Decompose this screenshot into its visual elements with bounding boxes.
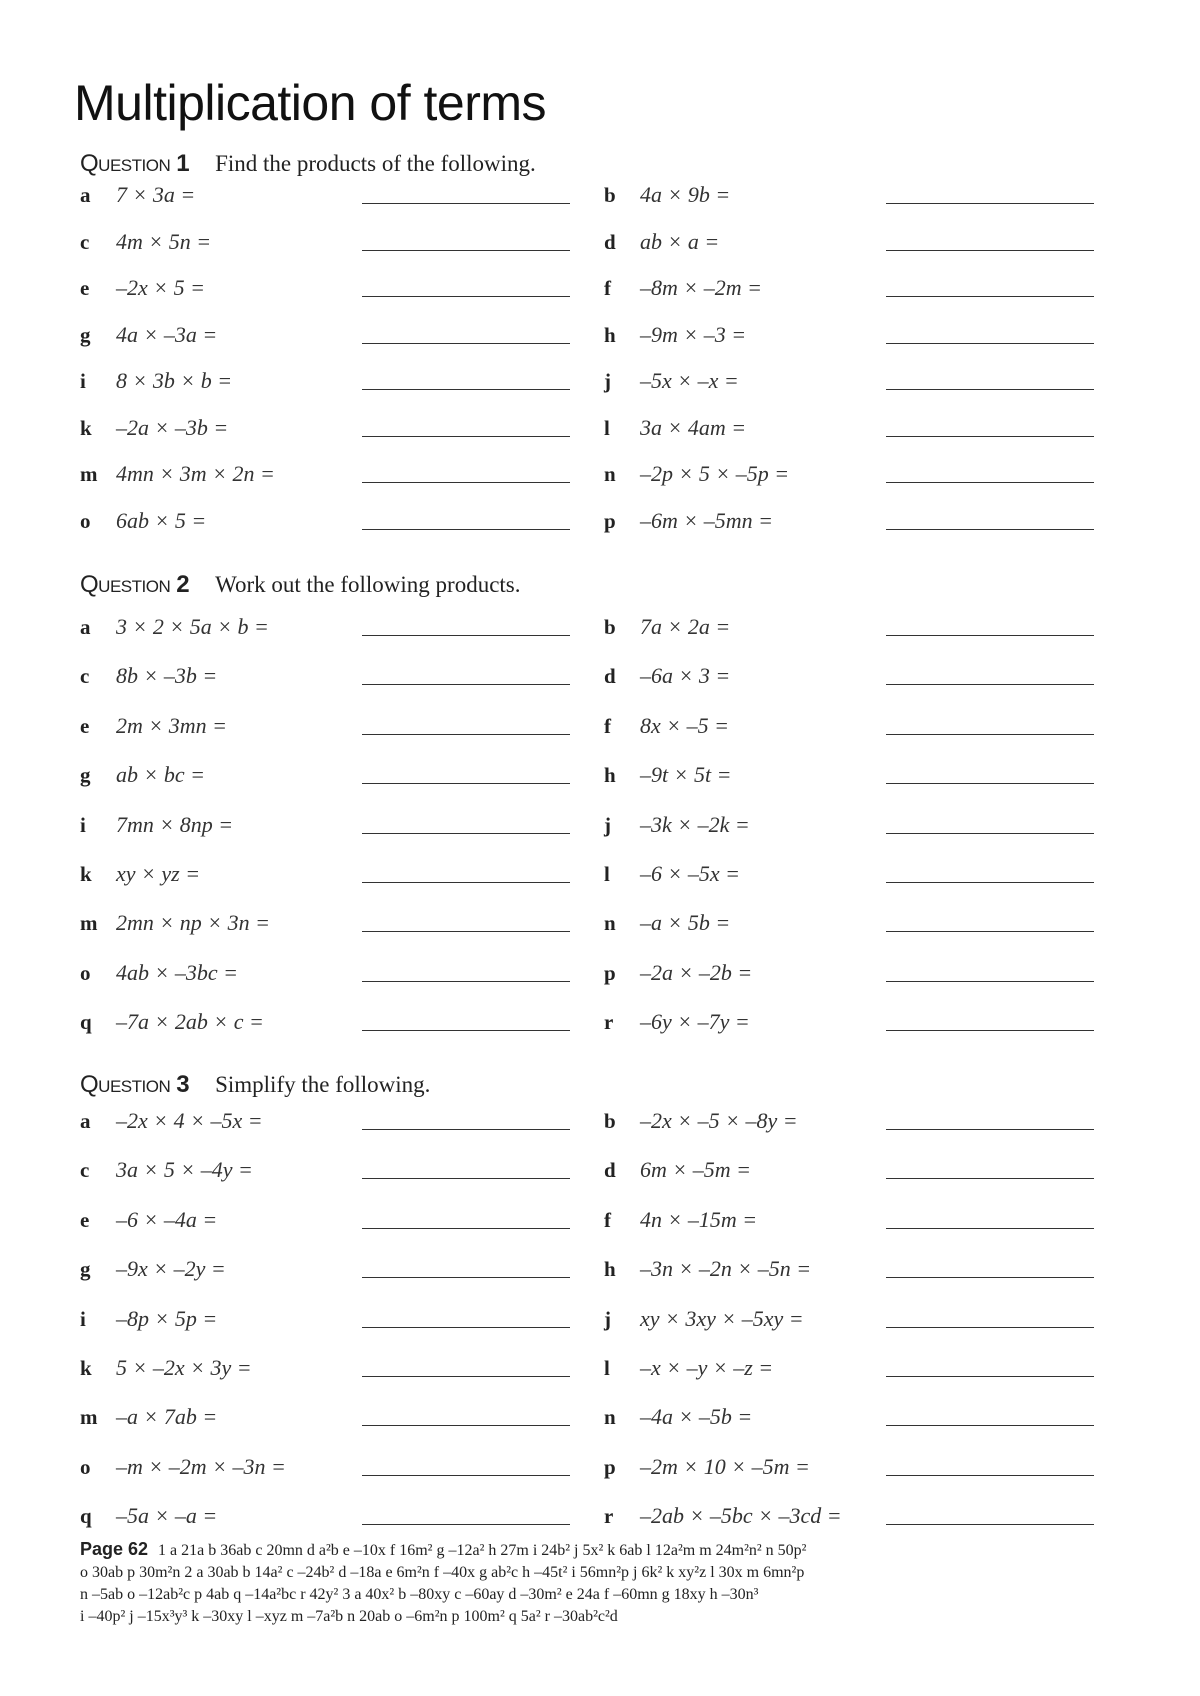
item-letter: k [80, 1356, 92, 1380]
answer-blank-line[interactable] [362, 981, 570, 982]
item-expression: –7a × 2ab × c = [116, 1009, 264, 1035]
item-expression: –2m × 10 × –5m = [640, 1453, 810, 1479]
item-letter: b [604, 183, 616, 207]
item-expression: –x × –y × –z = [640, 1355, 774, 1380]
answer-blank-line[interactable] [886, 1178, 1094, 1179]
answer-blank-line[interactable] [886, 833, 1094, 834]
answer-blank-line[interactable] [362, 203, 570, 204]
answer-blank-line[interactable] [362, 1228, 570, 1229]
question-number: 1 [176, 150, 190, 177]
answer-blank-line[interactable] [886, 1376, 1094, 1377]
question-item [80, 906, 570, 936]
question-1-heading [80, 150, 536, 178]
answer-blank-line[interactable] [362, 635, 570, 636]
question-item [80, 1302, 570, 1332]
item-letter: e [80, 276, 90, 300]
question-item [80, 504, 570, 534]
question-item [80, 758, 570, 788]
item-expression: –2a × –2b = [640, 959, 753, 985]
answer-key [80, 1538, 1130, 1628]
question-item [604, 956, 1094, 986]
item-letter: o [80, 960, 91, 985]
page-title: Multiplication of terms [74, 75, 546, 131]
question-item [604, 411, 1094, 441]
answer-blank-line[interactable] [362, 250, 570, 251]
question-instruction: Simplify the following. [215, 1072, 431, 1097]
item-letter: f [604, 713, 611, 738]
item-letter: d [604, 664, 616, 689]
item-letter: l [604, 862, 610, 886]
item-letter: m [80, 462, 98, 486]
answer-blank-line[interactable] [886, 1030, 1094, 1031]
item-letter: c [80, 1158, 90, 1183]
item-letter: h [604, 322, 616, 347]
question-item [604, 1104, 1094, 1134]
item-expression: ab × a = [640, 228, 720, 254]
item-expression: –2x × 5 = [116, 275, 205, 300]
item-expression: –2x × –5 × –8y = [640, 1108, 798, 1133]
item-letter: h [604, 763, 616, 788]
answer-blank-line[interactable] [886, 1475, 1094, 1476]
question-item [604, 1252, 1094, 1282]
question-item [80, 318, 570, 348]
item-letter: a [80, 615, 91, 639]
question-item [604, 225, 1094, 255]
question-item [604, 1302, 1094, 1332]
item-letter: p [604, 508, 616, 533]
question-item [80, 1005, 570, 1035]
item-expression: –a × 7ab = [116, 1404, 218, 1430]
question-item [604, 1351, 1094, 1381]
question-item [604, 504, 1094, 534]
item-expression: xy × 3xy × –5xy = [640, 1305, 804, 1331]
answer-page-label: Page 62 [80, 1539, 149, 1559]
answer-blank-line[interactable] [886, 389, 1094, 390]
question-number: 3 [176, 1071, 190, 1098]
answer-blank-line[interactable] [362, 931, 570, 932]
item-expression: –6 × –5x = [640, 861, 740, 886]
question-tag [80, 150, 189, 178]
question-item [604, 857, 1094, 887]
answer-blank-line[interactable] [886, 343, 1094, 344]
item-letter: q [80, 1010, 92, 1035]
question-item [604, 906, 1094, 936]
item-expression: 8x × –5 = [640, 712, 729, 738]
question-item [604, 758, 1094, 788]
answer-blank-line[interactable] [362, 1327, 570, 1328]
item-expression: –2x × 4 × –5x = [116, 1108, 263, 1133]
answer-blank-line[interactable] [886, 981, 1094, 982]
question-item [80, 1203, 570, 1233]
question-item [604, 1450, 1094, 1480]
item-expression: –9x × –2y = [116, 1256, 226, 1282]
item-letter: o [80, 508, 91, 533]
item-expression: –6a × 3 = [640, 663, 731, 689]
item-letter: d [604, 229, 616, 254]
item-expression: 4n × –15m = [640, 1206, 758, 1232]
item-letter: p [604, 960, 616, 985]
answer-blank-line[interactable] [886, 250, 1094, 251]
question-item [80, 956, 570, 986]
answer-blank-line[interactable] [362, 684, 570, 685]
item-expression: –m × –2m × –3n = [116, 1453, 286, 1479]
item-expression: –2a × –3b = [116, 414, 229, 440]
item-expression: –9m × –3 = [640, 321, 747, 347]
question-item [80, 808, 570, 838]
answer-blank-line[interactable] [362, 343, 570, 344]
answer-blank-line[interactable] [362, 1129, 570, 1130]
item-letter: i [80, 369, 86, 393]
answer-blank-line[interactable] [362, 1178, 570, 1179]
item-expression: –2ab × –5bc × –3cd = [640, 1503, 842, 1529]
item-expression: –4a × –5b = [640, 1404, 753, 1430]
item-letter: j [604, 812, 611, 837]
question-item [80, 457, 570, 487]
question-item [80, 411, 570, 441]
answer-blank-line[interactable] [362, 1475, 570, 1476]
question-item [604, 457, 1094, 487]
item-expression: –3n × –2n × –5n = [640, 1256, 812, 1282]
answer-blank-line[interactable] [362, 529, 570, 530]
item-letter: n [604, 1405, 616, 1430]
question-tag [80, 1071, 189, 1099]
answer-blank-line[interactable] [886, 482, 1094, 483]
question-tag-text: QUESTION [80, 150, 171, 177]
question-item [80, 271, 570, 301]
item-letter: b [604, 615, 616, 639]
question-item [80, 709, 570, 739]
item-letter: l [604, 415, 610, 440]
answer-blank-line[interactable] [362, 389, 570, 390]
item-expression: –a × 5b = [640, 910, 731, 936]
question-number: 2 [176, 571, 190, 598]
question-tag-text: QUESTION [80, 1071, 171, 1098]
item-letter: e [80, 1207, 90, 1232]
answer-blank-line[interactable] [886, 931, 1094, 932]
item-letter: r [604, 1504, 614, 1529]
item-letter: n [604, 911, 616, 936]
item-letter: e [80, 713, 90, 738]
item-expression: –6 × –4a = [116, 1206, 218, 1232]
item-letter: k [80, 862, 92, 886]
question-item [604, 318, 1094, 348]
item-letter: j [604, 369, 611, 393]
answer-blank-line[interactable] [886, 529, 1094, 530]
question-item [604, 271, 1094, 301]
item-expression: –3k × –2k = [640, 811, 750, 837]
question-instruction: Work out the following products. [215, 572, 521, 597]
item-expression: –6m × –5mn = [640, 507, 773, 533]
question-instruction: Find the products of the following. [215, 151, 536, 176]
item-letter: m [80, 911, 98, 936]
answer-blank-line[interactable] [886, 783, 1094, 784]
answer-blank-line[interactable] [362, 1425, 570, 1426]
item-letter: b [604, 1109, 616, 1133]
item-expression: xy × yz = [116, 861, 201, 886]
item-expression: 4a × –3a = [116, 321, 218, 347]
answer-blank-line[interactable] [886, 1524, 1094, 1525]
question-item [80, 1153, 570, 1183]
item-letter: o [80, 1454, 91, 1479]
question-item [80, 1252, 570, 1282]
item-letter: a [80, 183, 91, 207]
item-letter: m [80, 1405, 98, 1430]
item-expression: 4ab × –3bc = [116, 959, 238, 985]
item-letter: c [80, 229, 90, 254]
item-expression: –6y × –7y = [640, 1009, 750, 1035]
answer-line: o 30ab p 30m²n 2 a 30ab b 14a² c –24b² d –18a e 6m²n f –40x g ab²c h –45t² i 56mn²p j 6k² k xy²z l 30x m 6mn²p [80, 1564, 805, 1581]
question-item [604, 1203, 1094, 1233]
item-expression: –5x × –x = [640, 368, 739, 393]
item-expression: –8m × –2m = [640, 275, 762, 300]
answer-blank-line[interactable] [886, 1425, 1094, 1426]
answer-line: n –5ab o –12ab²c p 4ab q –14a²bc r 42y² 3 a 40x² b –80xy c –60ay d –30m² e 24a f –60mn g 18xy h –30n³ [80, 1586, 759, 1603]
item-letter: p [604, 1454, 616, 1479]
question-item [604, 1499, 1094, 1529]
question-item [80, 659, 570, 689]
answer-blank-line[interactable] [362, 1376, 570, 1377]
item-expression: ab × bc = [116, 762, 205, 788]
item-expression: –8p × 5p = [116, 1305, 218, 1331]
item-letter: q [80, 1504, 92, 1529]
item-letter: h [604, 1257, 616, 1282]
answer-blank-line[interactable] [362, 1030, 570, 1031]
item-letter: c [80, 664, 90, 689]
question-item [80, 225, 570, 255]
answer-blank-line[interactable] [886, 296, 1094, 297]
item-expression: 5 × –2x × 3y = [116, 1355, 252, 1380]
item-expression: –2p × 5 × –5p = [640, 461, 790, 486]
item-letter: j [604, 1306, 611, 1331]
question-item [604, 1400, 1094, 1430]
item-expression: –9t × 5t = [640, 762, 732, 788]
item-expression: 2m × 3mn = [116, 712, 227, 738]
item-letter: i [80, 1306, 86, 1331]
question-item [604, 610, 1094, 640]
question-item [604, 178, 1094, 208]
answer-blank-line[interactable] [886, 1277, 1094, 1278]
item-expression: 8b × –3b = [116, 663, 218, 689]
item-expression: 3 × 2 × 5a × b = [116, 614, 269, 639]
answer-blank-line[interactable] [362, 1524, 570, 1525]
question-3-heading [80, 1071, 430, 1099]
answer-blank-line[interactable] [886, 203, 1094, 204]
answer-blank-line[interactable] [362, 436, 570, 437]
item-letter: g [80, 322, 91, 347]
question-item [80, 1450, 570, 1480]
item-letter: r [604, 1010, 614, 1035]
question-item [80, 857, 570, 887]
question-item [80, 1104, 570, 1134]
item-letter: a [80, 1109, 91, 1133]
question-item [80, 364, 570, 394]
question-item [80, 1499, 570, 1529]
item-letter: i [80, 812, 86, 837]
item-expression: 4mn × 3m × 2n = [116, 461, 275, 486]
question-item [604, 1005, 1094, 1035]
answer-blank-line[interactable] [362, 1277, 570, 1278]
answer-blank-line[interactable] [362, 296, 570, 297]
item-expression: 8 × 3b × b = [116, 368, 233, 393]
item-expression: 7mn × 8np = [116, 811, 234, 837]
item-letter: f [604, 276, 611, 300]
answer-blank-line[interactable] [886, 1228, 1094, 1229]
answer-blank-line[interactable] [886, 436, 1094, 437]
question-item [604, 808, 1094, 838]
question-2-heading [80, 571, 521, 599]
item-expression: 2mn × np × 3n = [116, 910, 270, 936]
answer-blank-line[interactable] [886, 734, 1094, 735]
answer-blank-line[interactable] [886, 1129, 1094, 1130]
item-letter: k [80, 415, 92, 440]
answer-blank-line[interactable] [362, 783, 570, 784]
answer-blank-line[interactable] [886, 1327, 1094, 1328]
item-expression: 3a × 5 × –4y = [116, 1157, 253, 1183]
question-tag [80, 571, 189, 599]
item-letter: g [80, 763, 91, 788]
answer-blank-line[interactable] [362, 833, 570, 834]
question-item [604, 1153, 1094, 1183]
item-expression: 6m × –5m = [640, 1157, 751, 1183]
answer-line: 1 a 21a b 36ab c 20mn d a²b e –10x f 16m² g –12a² h 27m i 24b² j 5x² k 6ab l 12a²m m 24m²n² n 50p² [158, 1542, 807, 1559]
answer-blank-line[interactable] [886, 684, 1094, 685]
answer-blank-line[interactable] [362, 734, 570, 735]
item-letter: l [604, 1356, 610, 1380]
item-expression: 3a × 4am = [640, 414, 747, 440]
item-expression: 7a × 2a = [640, 614, 731, 639]
item-expression: –5a × –a = [116, 1503, 218, 1529]
question-item [604, 364, 1094, 394]
item-letter: g [80, 1257, 91, 1282]
answer-blank-line[interactable] [362, 882, 570, 883]
item-letter: f [604, 1207, 611, 1232]
answer-blank-line[interactable] [886, 635, 1094, 636]
item-letter: d [604, 1158, 616, 1183]
question-item [80, 178, 570, 208]
question-item [604, 659, 1094, 689]
question-item [604, 709, 1094, 739]
question-item [80, 1351, 570, 1381]
item-expression: 6ab × 5 = [116, 507, 207, 533]
item-expression: 7 × 3a = [116, 182, 196, 207]
answer-line: i –40p² j –15x³y³ k –30xy l –xyz m –7a²b n 20ab o –6m²n p 100m² q 5a² r –30ab²c²d [80, 1608, 618, 1625]
item-letter: n [604, 462, 616, 486]
answer-blank-line[interactable] [362, 482, 570, 483]
question-item [80, 1400, 570, 1430]
question-item [80, 610, 570, 640]
answer-blank-line[interactable] [886, 882, 1094, 883]
item-expression: 4m × 5n = [116, 228, 212, 254]
question-tag-text: QUESTION [80, 571, 171, 598]
item-expression: 4a × 9b = [640, 182, 731, 207]
